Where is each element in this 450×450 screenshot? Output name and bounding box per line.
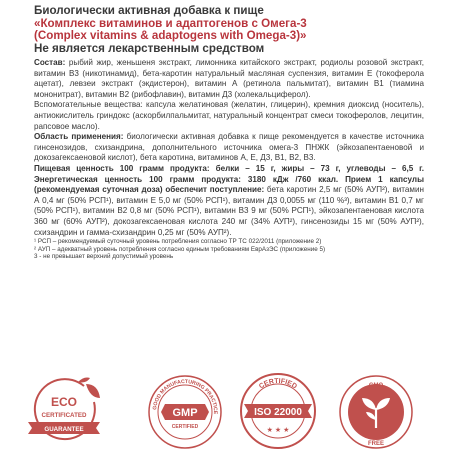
iso-main-text: ISO 22000 xyxy=(254,407,302,418)
label-text-block xyxy=(34,5,424,260)
eco-mid-text: CERTIFICATED xyxy=(41,412,87,419)
eco-top-text: ECO xyxy=(50,395,78,409)
certification-badges xyxy=(0,370,450,450)
eco-ribbon-text: GUARANTEE xyxy=(44,426,84,433)
nutrition-values: белки – 15 г, жиры – 73 г, углеводы – 6,5 г. xyxy=(209,163,424,173)
iso-22000-badge xyxy=(238,372,318,450)
product-type-heading: Биологически активная добавка к пище xyxy=(34,4,264,17)
daily-dose-text: бета каротин 2,5 мг (50% АУП²), витамин А 0,4 мг (50% РСП¹), витамин Е 5,0 мг (50% РСП¹), витамин Д3 0,0055 мг (110 %³), витамин В1 0,7 мг (50% РСП¹), витамин В2 0,8 мг (50% РСП¹), витамин В3 9 мг (50% РСП¹), эйкозапентаеновая кислота 360 мг (60% АУП²), докозагексаеновая кислота 240 мг (34% АУП²), гинсенозиды 15 мг (50% АУП²), схизандрин и гамма-схизандрин 0,25 мг (50% АУП²). xyxy=(34,185,424,237)
iso-stars-icon: ★ ★ ★ xyxy=(266,427,290,434)
eco-certificated-badge xyxy=(24,374,110,450)
nutrition-paragraph xyxy=(34,164,424,238)
not-medicine-notice: Не является лекарственным средством xyxy=(34,41,265,55)
daily-dose-label: Прием 1 капсулы (рекомендуемая суточная доза) обеспечит поступление: xyxy=(34,174,424,195)
application-label: Область применения: xyxy=(34,132,124,142)
footnote-upper-limit: 3 - не превышает верхний допустимый уровень xyxy=(34,252,174,260)
auxiliary-text: капсула желатиновая (желатин, глицерин), кремния диоксид (носитель), антиокислитель гриндокс (аскорбилпальмитат, натуральный концентрат смеси токоферолов, лецитин, рапсовое масло). xyxy=(34,100,424,131)
gmp-main-text: GMP xyxy=(172,407,198,419)
nutrition-label: Пищевая ценность 100 грамм продукта: xyxy=(34,163,210,173)
product-name-en: (Complex vitamins & adaptogens with Omega-3)» xyxy=(34,29,307,42)
application-paragraph xyxy=(34,132,424,164)
gmp-ring-text: GOOD MANUFACTURING PRACTICE xyxy=(152,378,219,415)
footnote-rsp: ¹ РСП – рекомендуемый суточный уровень потребления согласно ТР ТС 022/2011 (приложение 2) xyxy=(34,238,322,246)
gmo-bottom-text: FREE xyxy=(367,441,385,447)
application-text: биологически активная добавка к пище рекомендуется в качестве источника гинсенозидов, схизандрина, дополнительного источника омега-3 ПНЖК (эйкозапентаеновой и докозагексаеновой кислот), бета каротина, витаминов А, Е, Д3, В1, В2, В3. xyxy=(34,132,424,163)
footnote-aup: ² АУП – адекватный уровень потребления согласно единым требованиям ЕврАзЭС (приложение 5) xyxy=(34,245,326,253)
auxiliary-label: Вспомогательные вещества: xyxy=(34,100,143,110)
auxiliary-paragraph xyxy=(34,100,424,132)
composition-label: Состав: xyxy=(34,58,66,67)
composition-paragraph xyxy=(34,58,424,100)
energy-values: 3180 кДж /760 ккал. xyxy=(240,174,346,184)
iso-ring-text: CERTIFIED xyxy=(258,377,298,391)
gmo-top-text: GMO xyxy=(368,383,384,389)
gmp-certified-badge xyxy=(147,374,223,450)
gmp-sub-text: CERTIFIED xyxy=(171,424,199,430)
gmo-free-badge xyxy=(338,374,414,450)
energy-label: Энергетическая ценность 100 грамм продукта: xyxy=(34,174,241,184)
composition-text: рыбий жир, женьшеня экстракт, лимонника китайского экстракт, родиолы розовой экстракт, витамин В3 (никотинамид), бета-каротин натуральный масляная суспензия, витамин Е (токоферола ацетат), левзеи экстракт (экдистерон), витамин А (ретинола пальмитат), витамин В1 (тиамина мононитрат), витамин В2 (рибофлавин), витамин Д3 (холекальциферол). xyxy=(34,58,424,99)
product-name-ru: «Комплекс витаминов и адаптогенов с Омега-3 xyxy=(34,16,307,30)
